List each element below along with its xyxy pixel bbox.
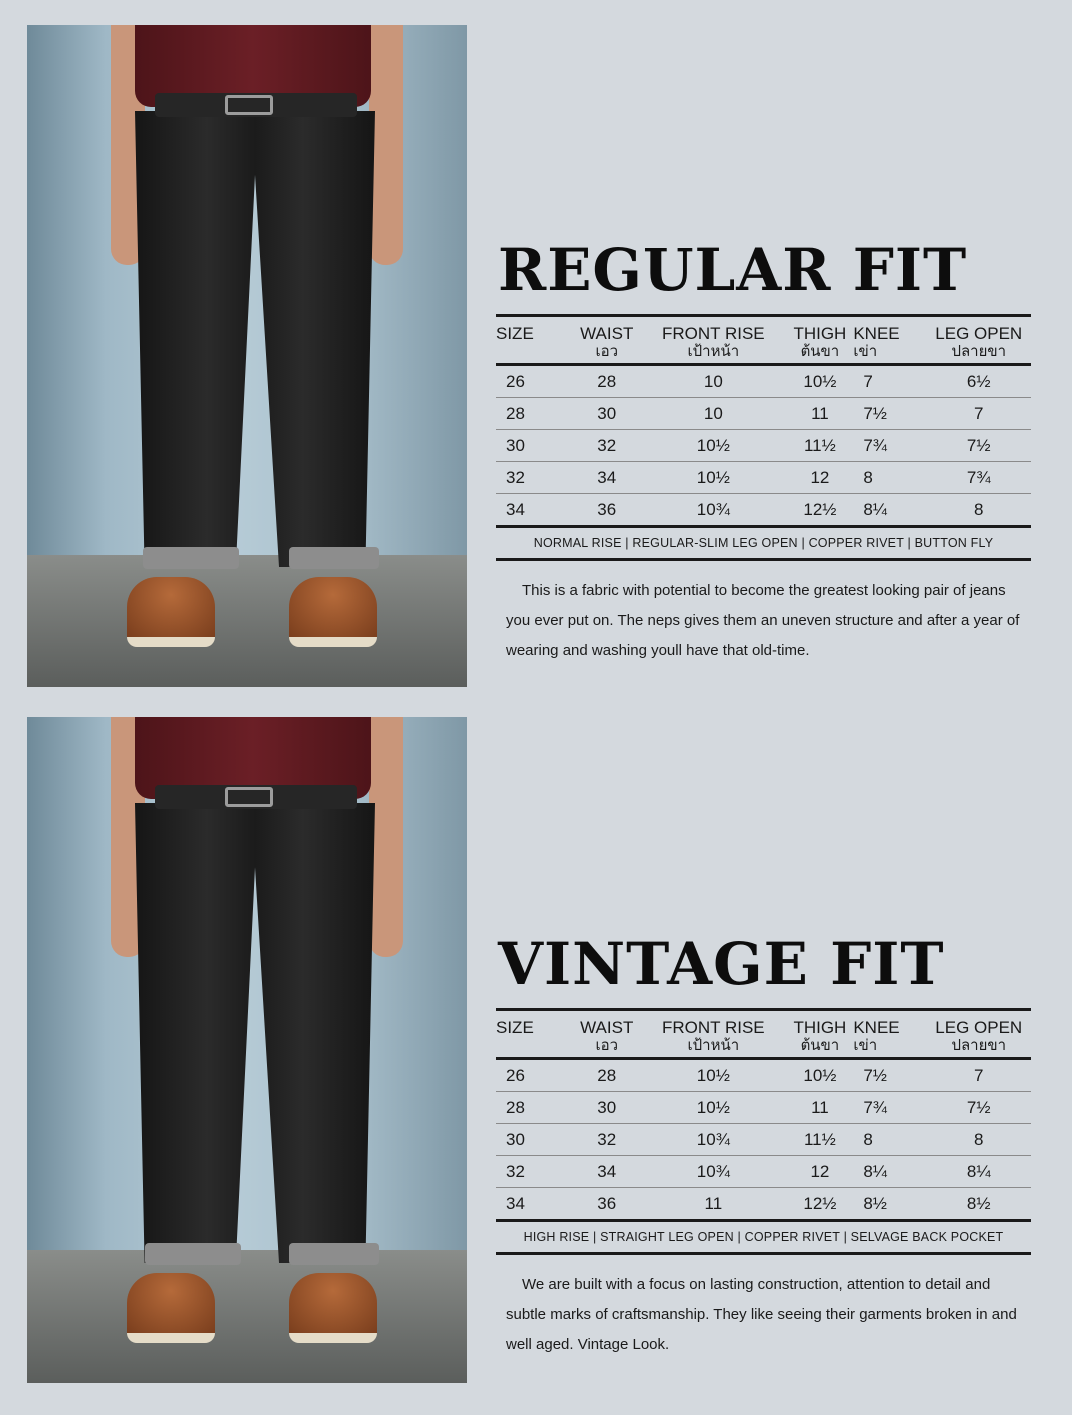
regular-fit-size-table xyxy=(496,314,1031,528)
cell-leg-open: 7¾ xyxy=(926,462,1031,494)
cell-leg-open: 7 xyxy=(926,1059,1031,1092)
cell-waist: 28 xyxy=(573,365,640,398)
cell-knee: 8½ xyxy=(853,1188,926,1221)
subheader-thigh: ต้นขา xyxy=(786,343,853,365)
cell-front-rise: 10½ xyxy=(640,1092,786,1124)
cell-knee: 7 xyxy=(853,365,926,398)
cell-thigh: 11 xyxy=(786,398,853,430)
cell-thigh: 12 xyxy=(786,462,853,494)
subheader-thigh: ต้นขา xyxy=(786,1037,853,1059)
cell-waist: 30 xyxy=(573,398,640,430)
vintage-fit-title: VINTAGE FIT xyxy=(498,930,945,998)
cell-front-rise: 10 xyxy=(640,398,786,430)
header-thigh: THIGH xyxy=(786,1010,853,1038)
table-row xyxy=(496,1124,1031,1156)
header-front-rise: FRONT RISE xyxy=(640,1010,786,1038)
cell-waist: 36 xyxy=(573,494,640,527)
cell-waist: 34 xyxy=(573,462,640,494)
cell-size: 34 xyxy=(496,1188,573,1221)
subheader-leg-open: ปลายขา xyxy=(926,1037,1031,1059)
cell-thigh: 12½ xyxy=(786,494,853,527)
cell-size: 32 xyxy=(496,462,573,494)
table-row xyxy=(496,365,1031,398)
cell-front-rise: 10½ xyxy=(640,430,786,462)
table-row xyxy=(496,462,1031,494)
vintage-fit-tagline: HIGH RISE | STRAIGHT LEG OPEN | COPPER RIVET | SELVAGE BACK POCKET xyxy=(496,1222,1031,1255)
table-row xyxy=(496,1059,1031,1092)
subheader-size xyxy=(496,343,573,365)
regular-fit-title: REGULAR FIT xyxy=(498,236,968,304)
cell-leg-open: 8 xyxy=(926,1124,1031,1156)
cell-front-rise: 10¾ xyxy=(640,1156,786,1188)
vintage-fit-size-table xyxy=(496,1008,1031,1222)
regular-fit-description: This is a fabric with potential to become the greatest looking pair of jeans you ever put on. The neps gives them an uneven structure and after a year of wearing and washing youll have that old-time. xyxy=(506,582,1020,659)
cell-leg-open: 8½ xyxy=(926,1188,1031,1221)
cell-thigh: 10½ xyxy=(786,1059,853,1092)
subheader-waist: เอว xyxy=(573,343,640,365)
cell-size: 30 xyxy=(496,1124,573,1156)
cell-size: 26 xyxy=(496,365,573,398)
cell-size: 34 xyxy=(496,494,573,527)
cell-thigh: 11½ xyxy=(786,1124,853,1156)
header-knee: KNEE xyxy=(853,1010,926,1038)
cell-thigh: 11 xyxy=(786,1092,853,1124)
cell-size: 30 xyxy=(496,430,573,462)
subheader-size xyxy=(496,1037,573,1059)
cell-size: 28 xyxy=(496,1092,573,1124)
cell-leg-open: 8¼ xyxy=(926,1156,1031,1188)
vintage-fit-description: We are built with a focus on lasting construction, attention to detail and subtle marks of craftsmanship. They like seeing their garments broken in and well aged. Vintage Look. xyxy=(506,1276,1017,1353)
subheader-front-rise: เป้าหน้า xyxy=(640,343,786,365)
regular-fit-photo xyxy=(27,25,467,687)
header-leg-open: LEG OPEN xyxy=(926,316,1031,344)
table-row xyxy=(496,1092,1031,1124)
cell-leg-open: 8 xyxy=(926,494,1031,527)
cell-thigh: 10½ xyxy=(786,365,853,398)
cell-leg-open: 7½ xyxy=(926,1092,1031,1124)
cell-front-rise: 10½ xyxy=(640,462,786,494)
cell-waist: 36 xyxy=(573,1188,640,1221)
table-row xyxy=(496,430,1031,462)
header-size: SIZE xyxy=(496,316,573,344)
table-row xyxy=(496,398,1031,430)
header-front-rise: FRONT RISE xyxy=(640,316,786,344)
cell-knee: 8¼ xyxy=(853,494,926,527)
cell-leg-open: 6½ xyxy=(926,365,1031,398)
cell-knee: 7¾ xyxy=(853,1092,926,1124)
header-size: SIZE xyxy=(496,1010,573,1038)
cell-thigh: 12½ xyxy=(786,1188,853,1221)
cell-front-rise: 10¾ xyxy=(640,494,786,527)
cell-knee: 8¼ xyxy=(853,1156,926,1188)
cell-knee: 8 xyxy=(853,462,926,494)
cell-front-rise: 11 xyxy=(640,1188,786,1221)
cell-leg-open: 7½ xyxy=(926,430,1031,462)
header-waist: WAIST xyxy=(573,316,640,344)
cell-waist: 34 xyxy=(573,1156,640,1188)
cell-waist: 32 xyxy=(573,430,640,462)
regular-fit-tagline: NORMAL RISE | REGULAR-SLIM LEG OPEN | COPPER RIVET | BUTTON FLY xyxy=(496,528,1031,561)
header-knee: KNEE xyxy=(853,316,926,344)
cell-knee: 7¾ xyxy=(853,430,926,462)
cell-knee: 7½ xyxy=(853,1059,926,1092)
table-row xyxy=(496,1156,1031,1188)
subheader-waist: เอว xyxy=(573,1037,640,1059)
table-row xyxy=(496,1188,1031,1221)
cell-size: 28 xyxy=(496,398,573,430)
header-leg-open: LEG OPEN xyxy=(926,1010,1031,1038)
cell-knee: 7½ xyxy=(853,398,926,430)
cell-waist: 32 xyxy=(573,1124,640,1156)
cell-thigh: 12 xyxy=(786,1156,853,1188)
cell-waist: 30 xyxy=(573,1092,640,1124)
cell-size: 26 xyxy=(496,1059,573,1092)
subheader-front-rise: เป้าหน้า xyxy=(640,1037,786,1059)
cell-front-rise: 10 xyxy=(640,365,786,398)
header-waist: WAIST xyxy=(573,1010,640,1038)
cell-knee: 8 xyxy=(853,1124,926,1156)
subheader-knee: เข่า xyxy=(853,343,926,365)
subheader-knee: เข่า xyxy=(853,1037,926,1059)
vintage-fit-photo xyxy=(27,717,467,1383)
cell-leg-open: 7 xyxy=(926,398,1031,430)
cell-waist: 28 xyxy=(573,1059,640,1092)
table-row xyxy=(496,494,1031,527)
cell-front-rise: 10¾ xyxy=(640,1124,786,1156)
cell-thigh: 11½ xyxy=(786,430,853,462)
cell-size: 32 xyxy=(496,1156,573,1188)
subheader-leg-open: ปลายขา xyxy=(926,343,1031,365)
header-thigh: THIGH xyxy=(786,316,853,344)
cell-front-rise: 10½ xyxy=(640,1059,786,1092)
